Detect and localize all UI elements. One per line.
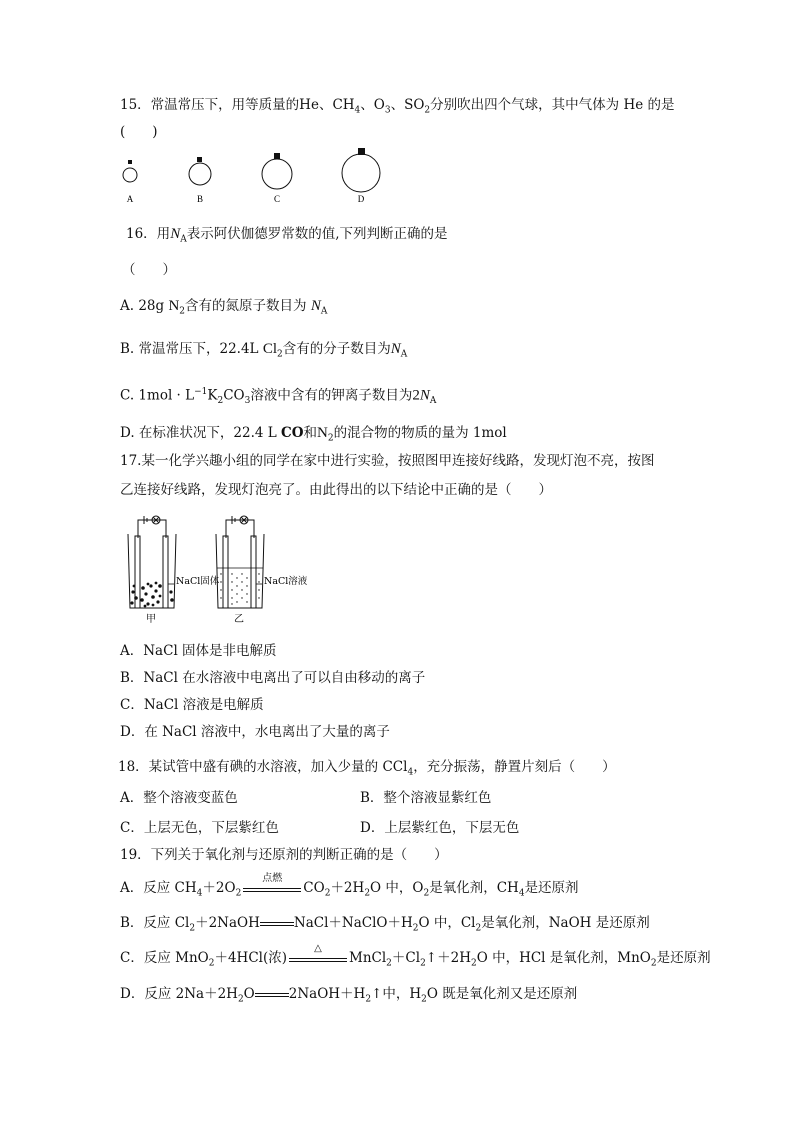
figure-caption-jia: 甲 (146, 614, 156, 625)
equals-sign (260, 919, 294, 929)
q18-option-c: C．上层无色，下层紫红色 (120, 820, 279, 836)
balloon-label-b: B (196, 194, 204, 204)
q19-option-a: A．反应 $CH_4+2O_2$ 点燃 $CO_2+2H_2O$ 中，$O_2$是氧化剂，$CH_4$是还原剂 (120, 872, 579, 899)
circuit-right (216, 516, 264, 608)
balloon-d (342, 148, 380, 192)
q18-row-cd (120, 819, 540, 837)
q18-option-b: B．整个溶液显紫红色 (360, 790, 492, 806)
nacl-solid-label: NaCl固体 (176, 576, 220, 587)
q18-option-d: D．上层紫红色，下层无色 (360, 820, 520, 836)
q15-stem: 15．常温常压下，用等质量的He、$CH_4$、$O_3$、$SO_2$分别吹出四个气球，其中气体为 He 的是 (120, 97, 675, 116)
q17-option-b: B．NaCl 在水溶液中电离出了可以自由移动的离子 (120, 670, 426, 686)
balloon-label-d: D (357, 194, 365, 204)
q16-option-a: A. 28g $N_2$含有的氮原子数目为 $N_A$ (120, 298, 328, 317)
q17-stem-line1: 17.某一化学兴趣小组的同学在家中进行实验，按照图甲连接好线路，发现灯泡不亮，按图 (120, 453, 655, 469)
q19-option-c: C．反应 MnO$_2$＋4HCl(浓) △ $MnCl_2+Cl_2↑+2H_2O$ 中，HCl 是氧化剂，MnO$_2$是还原剂 (120, 942, 711, 969)
heating-condition-arrow: △ (289, 952, 347, 966)
nacl-solution-dots (220, 573, 259, 604)
q18-option-a: A．整个溶液变蓝色 (120, 790, 238, 806)
q18-row-ab (120, 789, 540, 807)
q19-option-b: B．反应 $Cl_2+2NaOH$ $NaCl+NaClO+H_2O$ 中，$Cl_2$是氧化剂，NaOH 是还原剂 (120, 915, 650, 934)
balloon-a (123, 160, 137, 182)
equals-sign (255, 990, 289, 1000)
q17-conductivity-figure (122, 508, 312, 628)
q15-balloons-figure (118, 146, 398, 208)
q19-stem: 19．下列关于氧化剂与还原剂的判断正确的是（ ） (120, 847, 448, 863)
q19-option-d: D．反应 $2Na+2H_2O$ $2NaOH+H_2↑$中，$H_2O$ 既是氧化剂又是还原剂 (120, 986, 578, 1005)
q16-paren: （ ） (122, 262, 176, 278)
figure-caption-yi: 乙 (234, 614, 244, 625)
q18-stem: 18．某试管中盛有碘的水溶液，加入少量的 CCl$_4$，充分振荡，静置片刻后（ ） (118, 759, 616, 778)
q17-option-a: A．NaCl 固体是非电解质 (120, 643, 277, 659)
balloon-label-a: A (126, 194, 134, 204)
nacl-solution-label: NaCl溶液 (264, 576, 308, 587)
balloon-label-c: C (273, 194, 281, 204)
q17-stem-line2: 乙连接好线路，发现灯泡亮了。由此得出的以下结论中正确的是（ ） (120, 482, 552, 498)
circuit-left (128, 516, 176, 608)
nacl-solid-particles (130, 582, 173, 608)
balloon-c (262, 153, 292, 189)
q17-option-c: C．NaCl 溶液是电解质 (120, 697, 264, 713)
q16-stem: 16．用$N_A$表示阿伏伽德罗常数的值,下列判断正确的是 (126, 226, 448, 245)
q16-option-d: D. 在标准状况下，22.4 L CO和$N_2$的混合物的物质的量为 1mol (120, 425, 507, 444)
reaction-condition-arrow: 点燃 (243, 882, 301, 896)
balloon-b (189, 157, 211, 185)
q15-paren: ( ) (120, 124, 158, 140)
q17-option-d: D．在 NaCl 溶液中，水电离出了大量的离子 (120, 724, 390, 740)
q16-option-c: C. $1mol \cdot L^{-1}K_2CO_3$溶液中含有的钾离子数目为$2N_A$ (120, 387, 437, 407)
q16-option-b: B. 常温常压下，22.4L $Cl_2$含有的分子数目为$N_A$ (120, 341, 408, 360)
